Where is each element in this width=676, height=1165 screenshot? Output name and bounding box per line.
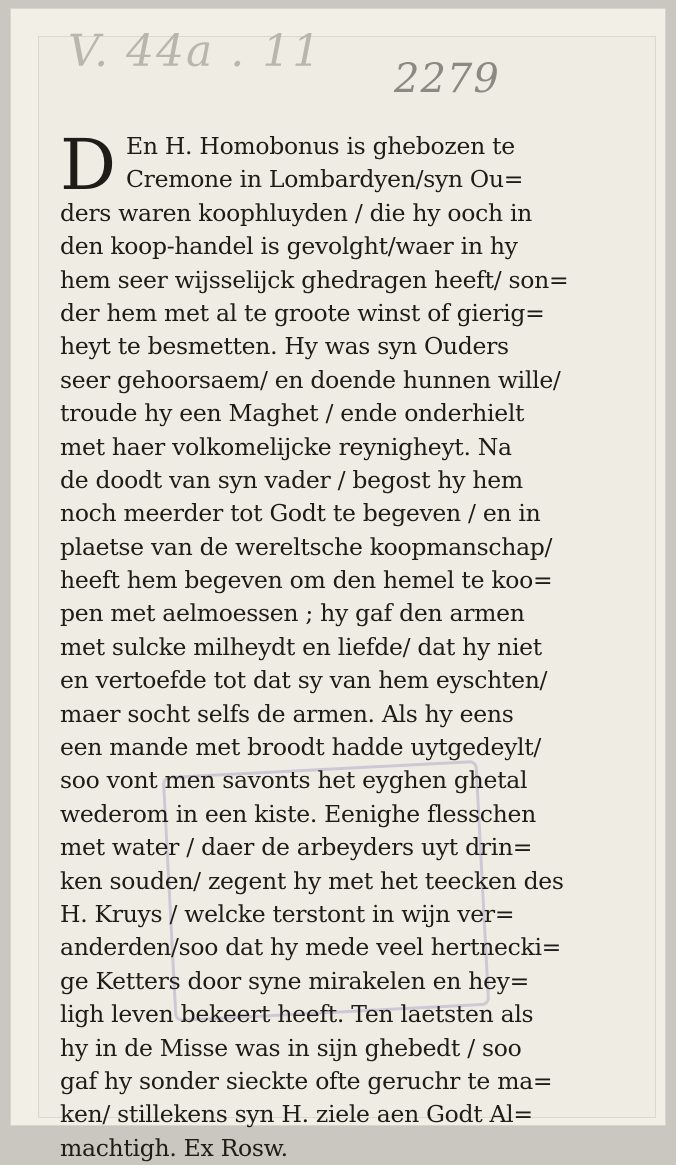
text-line: ligh leven bekeert heeft. Ten laetsten als <box>60 1000 534 1029</box>
text-line: hy in de Misse was in sijn ghebedt / soo <box>60 1033 522 1062</box>
text-line: ders waren koophluyden / die hy ooch in <box>60 198 533 227</box>
text-line: hem seer wijsselijck ghedragen heeft/ son= <box>60 265 569 294</box>
text-line: seer gehoorsaem/ en doende hunnen wille/ <box>60 365 561 394</box>
text-line: en vertoefde tot dat sy van hem eyschten/ <box>60 666 548 695</box>
text-line: soo vont men savonts het eyghen ghetal <box>60 766 528 795</box>
paper-sheet <box>10 8 666 1162</box>
pencil-shelfmark: V. 44a . 11 <box>68 26 323 77</box>
text-line: pen met aelmoessen ; hy gaf den armen <box>60 599 525 628</box>
text-line: ken souden/ zegent hy met het teecken des <box>60 866 564 895</box>
text-line: Cremone in Lombardyen/syn Ou= <box>126 165 524 194</box>
text-line: met sulcke milheydt en liefde/ dat hy niet <box>60 632 542 661</box>
pencil-number: 2279 <box>394 56 500 102</box>
text-line: met water / daer de arbeyders uyt drin= <box>60 833 533 862</box>
text-line: H. Kruys / welcke terstont in wijn ver= <box>60 899 515 928</box>
text-line: En H. Homobonus is ghebozen te <box>126 132 515 160</box>
text-line: heeft hem begeven om den hemel te koo= <box>60 566 553 595</box>
text-line: met haer volkomelijcke reynigheyt. Na <box>60 432 512 461</box>
printed-text <box>60 124 620 1165</box>
text-line: den koop-handel is gevolght/waer in hy <box>60 232 518 261</box>
text-line: heyt te besmetten. Hy was syn Ouders <box>60 332 509 361</box>
text-line: der hem met al te groote winst of gierig= <box>60 298 545 327</box>
text-line: plaetse van de wereltsche koopmanschap/ <box>60 532 553 561</box>
text-line: de doodt van syn vader / begost hy hem <box>60 465 523 494</box>
text-line: troude hy een Maghet / ende onderhielt <box>60 399 525 428</box>
text-line: anderden/soo dat hy mede veel hertnecki= <box>60 933 562 962</box>
drop-cap: D <box>60 124 117 206</box>
text-line: een mande met broodt hadde uytgedeylt/ <box>60 733 542 762</box>
text-line: machtigh. Ex Rosw. <box>60 1133 288 1162</box>
text-line: ge Ketters door syne mirakelen en hey= <box>60 966 530 995</box>
text-line: gaf hy sonder sieckte ofte geruchr te ma= <box>60 1066 553 1095</box>
text-line: wederom in een kiste. Eenighe flesschen <box>60 799 536 828</box>
text-line: maer socht selfs de armen. Als hy eens <box>60 699 514 728</box>
text-line: noch meerder tot Godt te begeven / en in <box>60 499 541 528</box>
text-line: ken/ stillekens syn H. ziele aen Godt Al= <box>60 1100 533 1129</box>
